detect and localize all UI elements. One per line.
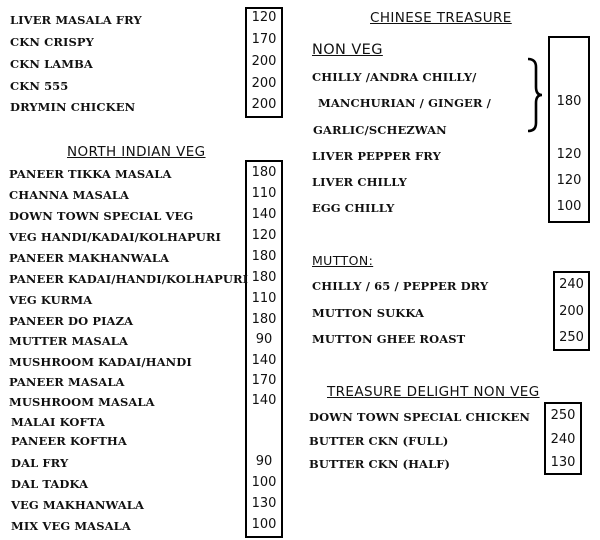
menu-item-price: 90	[255, 332, 273, 347]
treasure-delight-heading: TREASURE DELIGHT NON VEG	[327, 384, 540, 400]
menu-item-name: DOWN TOWN SPECIAL CHICKEN	[309, 410, 531, 424]
menu-item-name: MUTTON GHEE ROAST	[312, 332, 466, 346]
menu-item-price: 90	[255, 454, 273, 469]
menu-item-price: 110	[251, 291, 277, 306]
menu-item-name: VEG KURMA	[9, 293, 93, 307]
menu-item-price: 130	[550, 455, 576, 470]
menu-item-price: 140	[251, 353, 277, 368]
non-veg-price-box	[548, 36, 590, 223]
menu-item-name: EGG CHILLY	[312, 201, 395, 215]
menu-item-name: LIVER PEPPER FRY	[312, 149, 441, 163]
menu-item-price: 130	[251, 496, 277, 511]
menu-item-price: 140	[251, 393, 277, 408]
menu-item-price: 100	[251, 517, 277, 532]
menu-item-price: 180	[251, 165, 277, 180]
menu-item-price: 110	[251, 186, 277, 201]
menu-item-name: CKN LAMBA	[10, 57, 93, 71]
menu-item-name: DAL TADKA	[11, 477, 89, 491]
menu-item-name: CHILLY /ANDRA CHILLY/	[312, 70, 477, 84]
menu-item-price: 120	[251, 228, 277, 243]
mutton-heading: MUTTON:	[312, 253, 374, 268]
menu-item-price: 170	[251, 32, 277, 47]
menu-item-name: PANEER DO PIAZA	[9, 314, 134, 328]
menu-item-price: 140	[251, 207, 277, 222]
menu-item-name: PANEER KOFTHA	[11, 434, 127, 448]
menu-item-price: 120	[251, 10, 277, 25]
non-veg-heading: NON VEG	[312, 42, 383, 58]
menu-item-name: MANCHURIAN / GINGER /	[318, 96, 491, 110]
menu-item-price: 250	[559, 330, 584, 345]
menu-item-price: 100	[556, 199, 582, 214]
menu-item-name: CHANNA MASALA	[9, 188, 130, 202]
menu-item-name: VEG HANDI/KADAI/KOLHAPURI	[9, 230, 221, 244]
menu-item-name: DRYMIN CHICKEN	[10, 100, 136, 114]
menu-item-name: LIVER MASALA FRY	[10, 13, 142, 27]
menu-item-name: CKN 555	[10, 79, 69, 93]
menu-item-name: PANEER MASALA	[9, 375, 125, 389]
menu-item-price: 240	[559, 277, 584, 292]
menu-item-price: 200	[559, 304, 584, 319]
menu-item-name: LIVER CHILLY	[312, 175, 407, 189]
menu-item-name: VEG MAKHANWALA	[11, 498, 144, 512]
menu-item-name: GARLIC/SCHEZWAN	[313, 123, 447, 137]
menu-item-name: MUSHROOM KADAI/HANDI	[9, 355, 192, 369]
chinese-treasure-heading: CHINESE TREASURE	[370, 10, 512, 26]
menu-item-name: BUTTER CKN (FULL)	[309, 434, 449, 448]
menu-item-name: DAL FRY	[11, 456, 69, 470]
menu-item-name: MUTTER MASALA	[9, 334, 128, 348]
north-indian-veg-heading: NORTH INDIAN VEG	[67, 144, 206, 160]
menu-item-price: 170	[251, 373, 277, 388]
menu-item-name: MALAI KOFTA	[11, 415, 105, 429]
menu-item-name: MIX VEG MASALA	[11, 519, 131, 533]
menu-item-price: 200	[251, 54, 277, 69]
menu-item-price: 200	[251, 76, 277, 91]
menu-item-price: 180	[556, 94, 582, 109]
menu-item-price: 180	[251, 312, 277, 327]
menu-item-price: 180	[251, 270, 277, 285]
menu-item-name: PANEER MAKHANWALA	[9, 251, 170, 265]
menu-item-price: 200	[251, 97, 277, 112]
menu-item-price: 240	[550, 432, 576, 447]
menu-item-name: CKN CRISPY	[10, 35, 94, 49]
menu-item-name: PANEER TIKKA MASALA	[9, 167, 172, 181]
menu-item-name: MUTTON SUKKA	[312, 306, 424, 320]
curly-brace-icon	[524, 57, 544, 133]
menu-item-name: DOWN TOWN SPECIAL VEG	[9, 209, 194, 223]
menu-item-price: 120	[556, 173, 582, 188]
menu-item-name: BUTTER CKN (HALF)	[309, 457, 451, 471]
menu-item-name: MUSHROOM MASALA	[9, 395, 155, 409]
menu-item-name: PANEER KADAI/HANDI/KOLHAPURI	[9, 272, 249, 286]
menu-item-name: CHILLY / 65 / PEPPER DRY	[312, 279, 489, 293]
menu-item-price: 100	[251, 475, 277, 490]
menu-item-price: 250	[550, 408, 576, 423]
menu-item-price: 180	[251, 249, 277, 264]
menu-item-price: 120	[556, 147, 582, 162]
